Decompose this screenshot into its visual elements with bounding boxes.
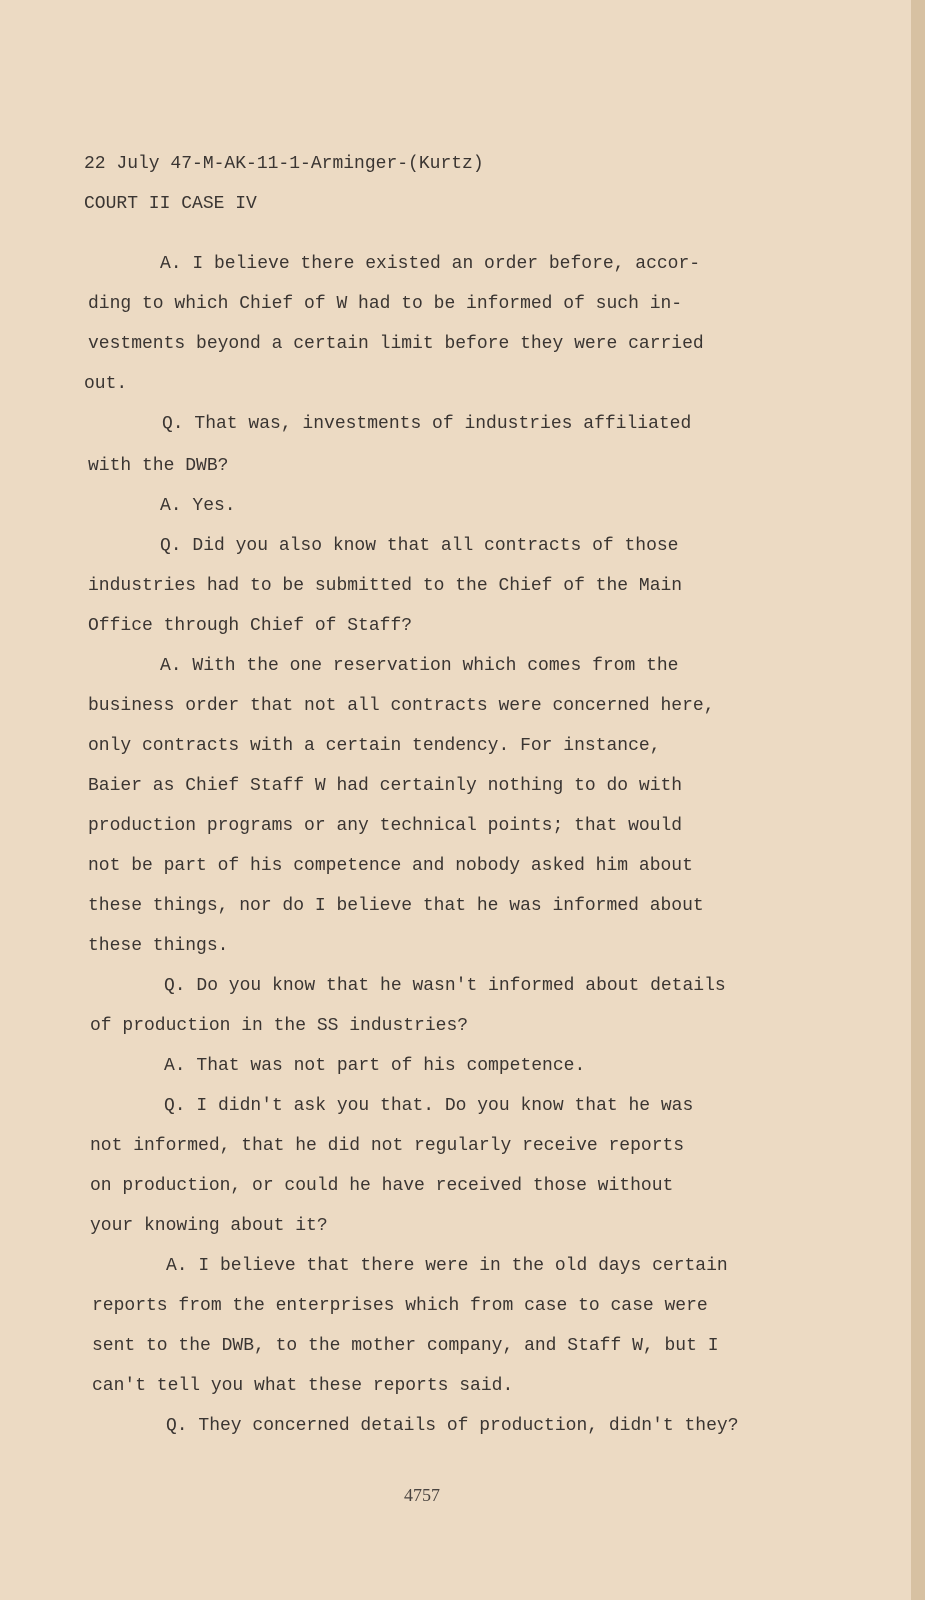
transcript-line: Q. They concerned details of production, didn't they? (166, 1416, 739, 1436)
transcript-line: with the DWB? (88, 456, 229, 476)
transcript-line: business order that not all contracts were concerned here, (88, 696, 715, 716)
transcript-line: these things, nor do I believe that he was informed about (88, 896, 704, 916)
transcript-line: A. I believe that there were in the old days certain (166, 1256, 728, 1276)
transcript-line: these things. (88, 936, 229, 956)
transcript-line: out. (84, 374, 128, 394)
transcript-line: your knowing about it? (90, 1216, 328, 1236)
transcript-line: can't tell you what these reports said. (92, 1376, 514, 1396)
transcript-line: Q. Did you also know that all contracts of those (160, 536, 679, 556)
transcript-line: Q. I didn't ask you that. Do you know that he was (164, 1096, 694, 1116)
header-court-case: COURT II CASE IV (84, 194, 257, 214)
transcript-line: production programs or any technical points; that would (88, 816, 683, 836)
page-number: 4757 (404, 1485, 440, 1505)
transcript-line: A. That was not part of his competence. (164, 1056, 586, 1076)
transcript-line: Q. That was, investments of industries affiliated (162, 414, 692, 434)
transcript-line: vestments beyond a certain limit before they were carried (88, 334, 704, 354)
transcript-line: on production, or could he have received those without (90, 1176, 674, 1196)
transcript-line: not be part of his competence and nobody asked him about (88, 856, 693, 876)
transcript-line: reports from the enterprises which from case to case were (92, 1296, 708, 1316)
transcript-line: A. With the one reservation which comes from the (160, 656, 679, 676)
transcript-line: ding to which Chief of W had to be informed of such in- (88, 294, 683, 314)
transcript-line: sent to the DWB, to the mother company, and Staff W, but I (92, 1336, 719, 1356)
transcript-line: Q. Do you know that he wasn't informed about details (164, 976, 726, 996)
transcript-line: only contracts with a certain tendency. For instance, (88, 736, 661, 756)
transcript-line: of production in the SS industries? (90, 1016, 469, 1036)
transcript-line: Baier as Chief Staff W had certainly nothing to do with (88, 776, 683, 796)
transcript-line: A. I believe there existed an order before, accor- (160, 254, 701, 274)
transcript-line: A. Yes. (160, 496, 236, 516)
transcript-line: Office through Chief of Staff? (88, 616, 413, 636)
transcript-line: industries had to be submitted to the Chief of the Main (88, 576, 683, 596)
transcript-line: not informed, that he did not regularly receive reports (90, 1136, 685, 1156)
header-case-reference: 22 July 47-M-AK-11-1-Arminger-(Kurtz) (84, 154, 484, 174)
